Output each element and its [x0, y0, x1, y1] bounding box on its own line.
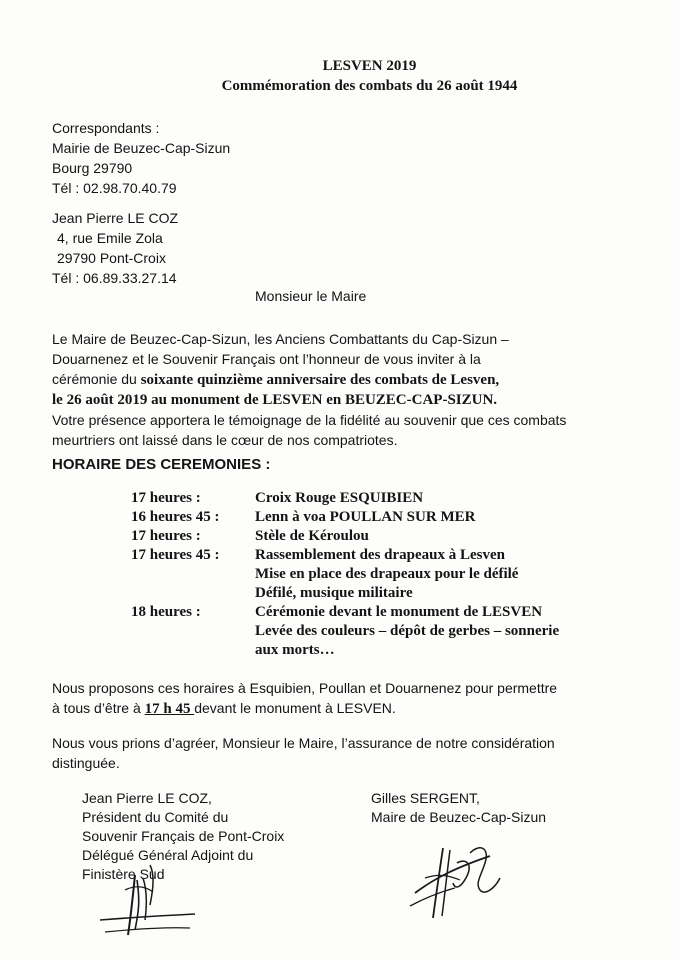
schedule-time: 16 heures 45 :: [131, 509, 220, 525]
schedule-desc: Levée des couleurs – dépôt de gerbes – sonnerie: [255, 623, 560, 639]
invitation-paragraph: [52, 329, 566, 450]
contact-line: 29790 Pont-Croix: [57, 250, 166, 266]
schedule-desc: Stèle de Kéroulou: [255, 528, 369, 544]
invitation-emphasis: le 26 août 2019 au monument de LESVEN en BEUZEC-CAP-SIZUN.: [52, 392, 498, 408]
invitation-line: Votre présence apportera le témoignage de la fidélité au souvenir que ces combats: [52, 412, 567, 428]
proposal-time: 17 h 45: [144, 701, 195, 717]
signatory-line: Souvenir Français de Pont-Croix: [82, 828, 285, 844]
salutation: Monsieur le Maire: [255, 288, 367, 304]
signatory-line: Gilles SERGENT,: [371, 790, 480, 806]
closing-line: distinguée.: [52, 755, 120, 771]
proposal-text: à tous d’être à: [52, 700, 145, 716]
right-signature: [395, 828, 515, 928]
signatory-right: [371, 789, 546, 827]
signatory-line: Maire de Beuzec-Cap-Sizun: [371, 809, 547, 825]
invitation-line: Douarnenez et le Souvenir Français ont l’honneur de vous inviter à la: [52, 351, 481, 367]
schedule-desc: aux morts…: [255, 642, 335, 658]
proposal-paragraph: [52, 678, 557, 719]
invitation-emphasis: soixante quinzième anniversaire des combats de Lesven,: [140, 372, 500, 388]
schedule-desc: Défilé, musique militaire: [255, 585, 413, 601]
signatory-line: Jean Pierre LE COZ,: [82, 790, 212, 806]
letter-subtitle: Commémoration des combats du 26 août 1944: [221, 78, 518, 94]
signatory-line: Finistère Sud: [82, 866, 165, 882]
schedule-desc: Rassemblement des drapeaux à Lesven: [255, 547, 505, 563]
correspondants-label: Correspondants :: [52, 120, 160, 136]
schedule-time: 18 heures :: [131, 604, 201, 620]
schedule-desc: Lenn à voa POULLAN SUR MER: [255, 509, 476, 525]
invitation-line: meurtriers ont laissé dans le cœur de nos compatriotes.: [52, 432, 398, 448]
correspondant-line: Bourg 29790: [52, 160, 133, 176]
invitation-line: [52, 369, 566, 390]
proposal-line: Nous proposons ces horaires à Esquibien, Poullan et Douarnenez pour permettre: [52, 680, 558, 696]
schedule-heading: HORAIRE DES CEREMONIES :: [52, 456, 271, 473]
proposal-text: devant le monument à LESVEN.: [194, 700, 396, 716]
contact-line: Tél : 06.89.33.27.14: [52, 270, 177, 286]
schedule-time: 17 heures :: [131, 490, 201, 506]
signatory-line: Président du Comité du: [82, 809, 229, 825]
schedule-desc: Croix Rouge ESQUIBIEN: [255, 490, 424, 506]
contact-line: Jean Pierre LE COZ: [52, 210, 179, 226]
correspondant-line: Tél : 02.98.70.40.79: [52, 180, 177, 196]
schedule-desc: Mise en place des drapeaux pour le défilé: [255, 566, 519, 582]
letter-title: LESVEN 2019: [322, 58, 417, 74]
contact-line: 4, rue Emile Zola: [57, 230, 163, 246]
closing-line: Nous vous prions d’agréer, Monsieur le Maire, l’assurance de notre considération: [52, 735, 555, 751]
invitation-text: cérémonie du: [52, 371, 141, 387]
signatory-line: Délégué Général Adjoint du: [82, 847, 254, 863]
correspondant-line: Mairie de Beuzec-Cap-Sizun: [52, 140, 231, 156]
proposal-line: [52, 698, 557, 719]
schedule-time: 17 heures :: [131, 528, 201, 544]
schedule-time: 17 heures 45 :: [131, 547, 220, 563]
contact-block: [52, 208, 178, 288]
correspondants-block: [52, 118, 230, 198]
left-signature: [95, 850, 205, 940]
closing-paragraph: [52, 733, 555, 773]
invitation-line: Le Maire de Beuzec-Cap-Sizun, les Anciens Combattants du Cap-Sizun –: [52, 331, 509, 347]
schedule-desc: Cérémonie devant le monument de LESVEN: [255, 604, 543, 620]
